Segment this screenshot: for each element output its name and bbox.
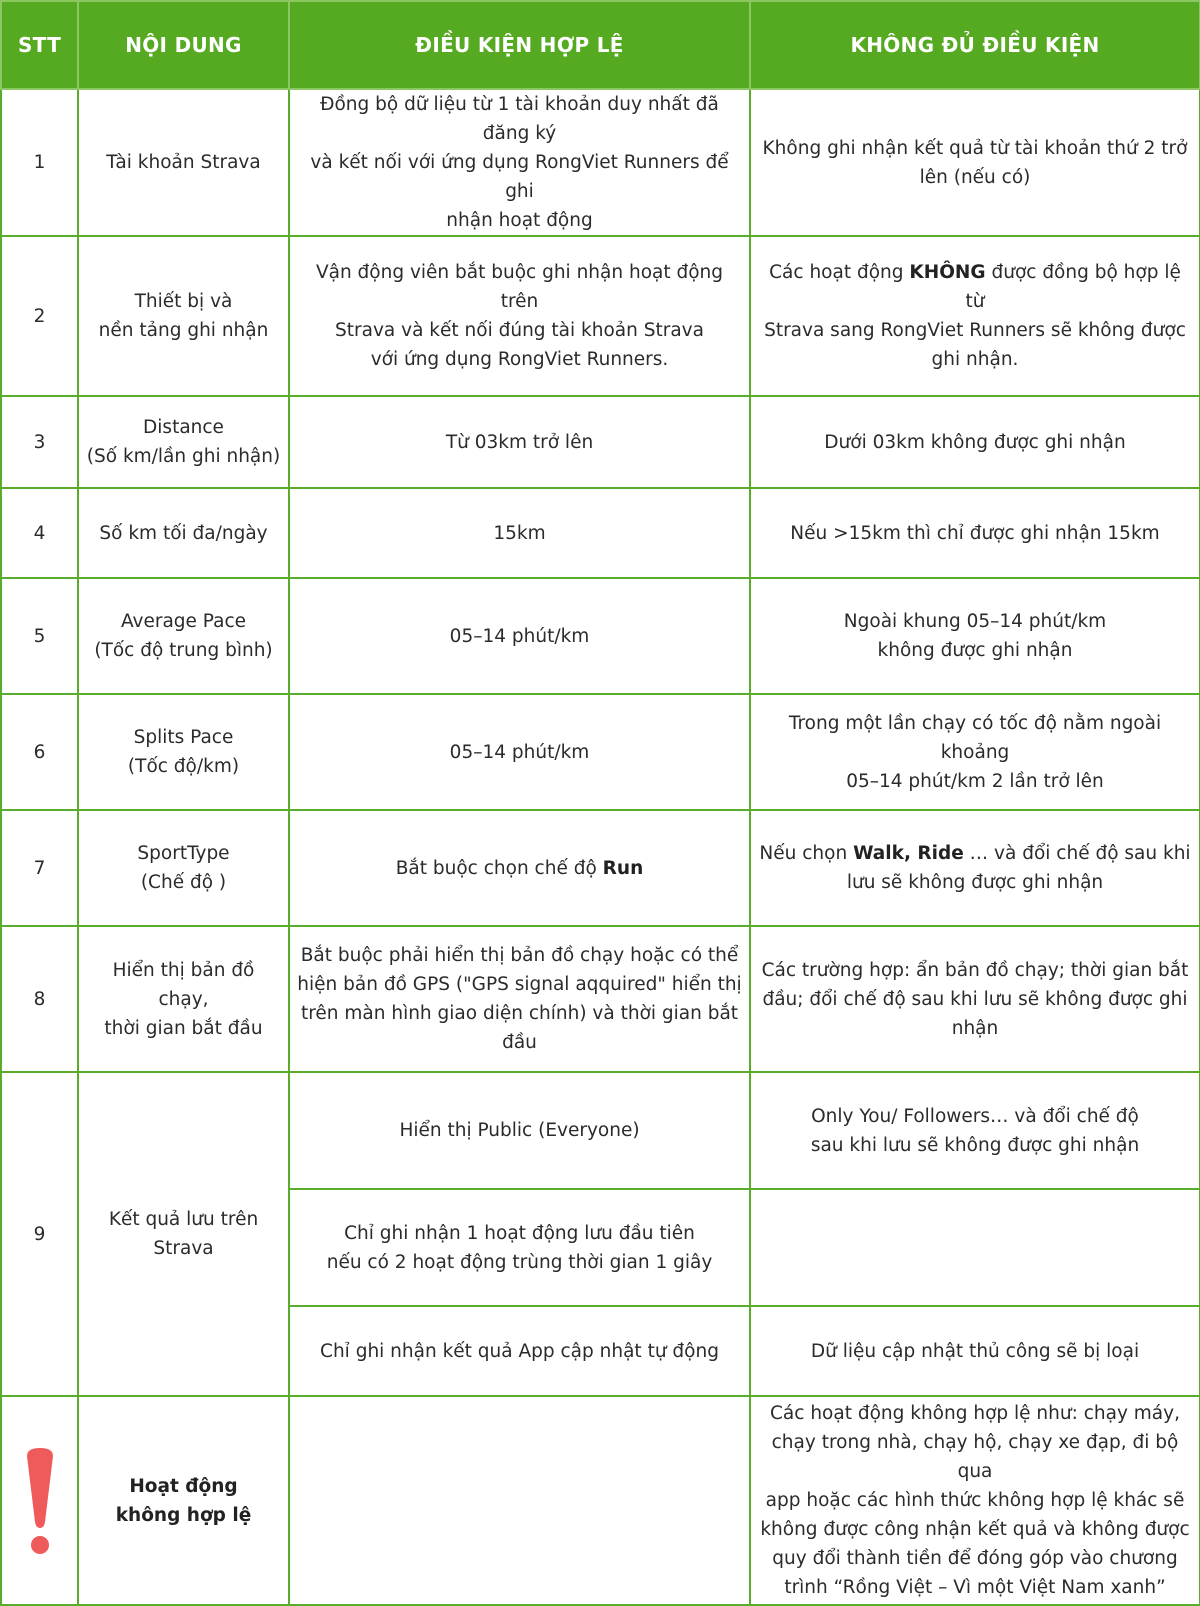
row-valid-line: Chỉ ghi nhận kết quả App cập nhật tự động [320, 1340, 719, 1362]
header-invalid: KHÔNG ĐỦ ĐIỀU KIỆN [750, 1, 1200, 89]
row-valid-line: hiện bản đồ GPS ("GPS signal aqquired" hiển thị [297, 974, 742, 995]
row-stt: 1 [1, 89, 78, 236]
row-invalid-line: Only You/ Followers… và đổi chế độ [811, 1105, 1139, 1127]
table-row-invalid-activities [1, 1396, 1200, 1605]
row-valid [289, 578, 750, 694]
header-stt: STT [1, 1, 78, 89]
table-row [1, 926, 1200, 1072]
row-valid [289, 89, 750, 236]
row-valid-line: Bắt buộc phải hiển thị bản đồ chạy hoặc có thể [300, 945, 739, 966]
row-stt: 8 [1, 926, 78, 1072]
row-invalid-line: không được ghi nhận [877, 640, 1073, 661]
row-valid-empty [289, 1396, 750, 1605]
row-valid-line [296, 854, 743, 883]
row-valid [289, 236, 750, 396]
row-valid-line: 15km [493, 522, 546, 544]
row-invalid-line: Ngoài khung 05–14 phút/km [843, 611, 1107, 632]
row-content [78, 926, 289, 1072]
header-valid: ĐIỀU KIỆN HỢP LỆ [289, 1, 750, 89]
row-invalid [750, 810, 1200, 926]
row-invalid-line: trình “Rồng Việt – Vì một Việt Nam xanh” [784, 1577, 1166, 1598]
row-stt: 3 [1, 396, 78, 488]
row-valid [289, 810, 750, 926]
row-invalid [750, 694, 1200, 810]
row-content [78, 1396, 289, 1605]
row-valid [289, 926, 750, 1072]
table-row [1, 488, 1200, 578]
text-bold: Run [602, 857, 644, 879]
table-row [1, 694, 1200, 810]
row-content [78, 89, 289, 236]
row-valid [289, 1189, 750, 1306]
row-content-line: (Tốc độ/km) [127, 756, 240, 777]
row-invalid-line [757, 839, 1193, 868]
row-valid-line: nếu có 2 hoạt động trùng thời gian 1 giây [326, 1251, 713, 1273]
table-row [1, 1072, 1200, 1189]
text-pre: Bắt buộc chọn chế độ [395, 857, 603, 879]
row-stt: 9 [1, 1072, 78, 1396]
row-invalid [750, 1306, 1200, 1396]
row-content-line: (Số km/lần ghi nhận) [86, 446, 281, 467]
table-header-row [1, 1, 1200, 89]
row-content [78, 694, 289, 810]
row-content-line: (Tốc độ trung bình) [94, 640, 273, 661]
row-content-line: Hiển thị bản đồ chạy, [112, 959, 255, 1010]
row-valid [289, 396, 750, 488]
row-valid-line: và kết nối với ứng dụng RongViet Runners để ghi [310, 152, 729, 202]
row-invalid-line: lên (nếu có) [919, 166, 1031, 188]
row-invalid-line: Không ghi nhận kết quả từ tài khoản thứ 2 trở [762, 137, 1188, 159]
table-row [1, 89, 1200, 236]
text-pre: Nếu chọn [759, 843, 854, 864]
row-content-line: Thiết bị và [134, 291, 233, 312]
row-valid [289, 488, 750, 578]
row-invalid-line: app hoặc các hình thức không hợp lệ khác sẽ [765, 1490, 1185, 1511]
row-content-line: Kết quả lưu trên Strava [108, 1209, 259, 1259]
row-valid-line: Chỉ ghi nhận 1 hoạt động lưu đầu tiên [344, 1222, 695, 1244]
row-content-line: Splits Pace [133, 727, 234, 748]
row-content-line: (Chế độ ) [140, 872, 227, 893]
table-row [1, 236, 1200, 396]
header-content: NỘI DUNG [78, 1, 289, 89]
row-invalid-line [757, 258, 1193, 316]
row-invalid-line: ghi nhận. [931, 349, 1019, 370]
row-invalid [750, 89, 1200, 236]
row-stt: 7 [1, 810, 78, 926]
row-invalid-line: chạy trong nhà, chạy hộ, chạy xe đạp, đi bộ qua [771, 1432, 1179, 1482]
row-valid-line: Từ 03km trở lên [445, 431, 594, 453]
row-content-line: Hoạt động [129, 1475, 238, 1497]
row-invalid-line: 05–14 phút/km 2 lần trở lên [846, 770, 1104, 792]
row-valid-line: Đồng bộ dữ liệu từ 1 tài khoản duy nhất đã đăng ký [320, 94, 719, 144]
row-content-line: nền tảng ghi nhận [98, 320, 269, 341]
row-invalid [750, 236, 1200, 396]
row-invalid-line: Dưới 03km không được ghi nhận [824, 431, 1126, 453]
row-invalid [750, 396, 1200, 488]
row-invalid-line: nhận [951, 1017, 999, 1039]
row-content [78, 1072, 289, 1396]
row-stt: 2 [1, 236, 78, 396]
table-row [1, 396, 1200, 488]
row-valid-line: với ứng dụng RongViet Runners. [370, 349, 669, 370]
row-invalid-line: Các trường hợp: ẩn bản đồ chạy; thời gian bắt [761, 959, 1189, 981]
text-pre: Các hoạt động [769, 262, 910, 283]
text-bold: Walk, Ride [853, 843, 964, 864]
row-invalid-line: Trong một lần chạy có tốc độ nằm ngoài khoảng [788, 712, 1162, 763]
text-post: … và đổi chế độ sau khi [963, 843, 1191, 864]
row-invalid-line: đầu; đổi chế độ sau khi lưu sẽ không được ghi [762, 988, 1188, 1010]
row-valid [289, 1072, 750, 1189]
row-content-line: Số km tối đa/ngày [99, 522, 268, 544]
row-content [78, 236, 289, 396]
row-invalid-empty [750, 1189, 1200, 1306]
row-valid [289, 694, 750, 810]
row-content [78, 578, 289, 694]
row-stt: 6 [1, 694, 78, 810]
row-stt: 4 [1, 488, 78, 578]
row-content-line: SportType [137, 843, 230, 864]
row-content-line: không hợp lệ [115, 1504, 252, 1526]
row-invalid [750, 488, 1200, 578]
row-content [78, 396, 289, 488]
row-invalid [750, 578, 1200, 694]
text-post: được đồng bộ hợp lệ từ [965, 262, 1181, 312]
row-valid [289, 1306, 750, 1396]
row-content [78, 488, 289, 578]
row-valid-line: Vận động viên bắt buộc ghi nhận hoạt động trên [315, 262, 724, 312]
row-valid-line: 05–14 phút/km [449, 741, 590, 763]
row-invalid-line: Các hoạt động không hợp lệ như: chạy máy, [770, 1403, 1180, 1424]
row-invalid-line: Dữ liệu cập nhật thủ công sẽ bị loại [810, 1340, 1140, 1362]
row-valid-line: nhận hoạt động [446, 210, 593, 231]
row-invalid-line: Nếu >15km thì chỉ được ghi nhận 15km [790, 522, 1160, 544]
row-invalid-line: quy đổi thành tiền để đóng góp vào chương [772, 1548, 1178, 1569]
table-row [1, 810, 1200, 926]
warning-cell [1, 1396, 78, 1605]
row-valid-line: Strava và kết nối đúng tài khoản Strava [335, 320, 704, 341]
row-invalid-line: Strava sang RongViet Runners sẽ không được [764, 320, 1186, 341]
exclamation-icon [23, 1446, 57, 1556]
row-valid-line: trên màn hình giao diện chính) và thời gian bắt đầu [300, 1003, 739, 1053]
row-invalid-line: sau khi lưu sẽ không được ghi nhận [810, 1134, 1140, 1156]
row-content [78, 810, 289, 926]
row-content-line: Distance [143, 417, 224, 438]
row-invalid-line: lưu sẽ không được ghi nhận [846, 872, 1104, 893]
row-invalid [750, 1072, 1200, 1189]
row-valid-line: Hiển thị Public (Everyone) [399, 1120, 640, 1141]
row-stt: 5 [1, 578, 78, 694]
row-valid-line: 05–14 phút/km [449, 625, 590, 647]
table-row [1, 578, 1200, 694]
text-bold: KHÔNG [909, 262, 986, 283]
row-invalid-line: không được công nhận kết quả và không được [760, 1519, 1190, 1540]
row-content-line: thời gian bắt đầu [104, 1017, 263, 1039]
row-invalid [750, 1396, 1200, 1605]
row-content-line: Tài khoản Strava [106, 152, 261, 173]
row-invalid [750, 926, 1200, 1072]
row-content-line: Average Pace [120, 611, 247, 632]
